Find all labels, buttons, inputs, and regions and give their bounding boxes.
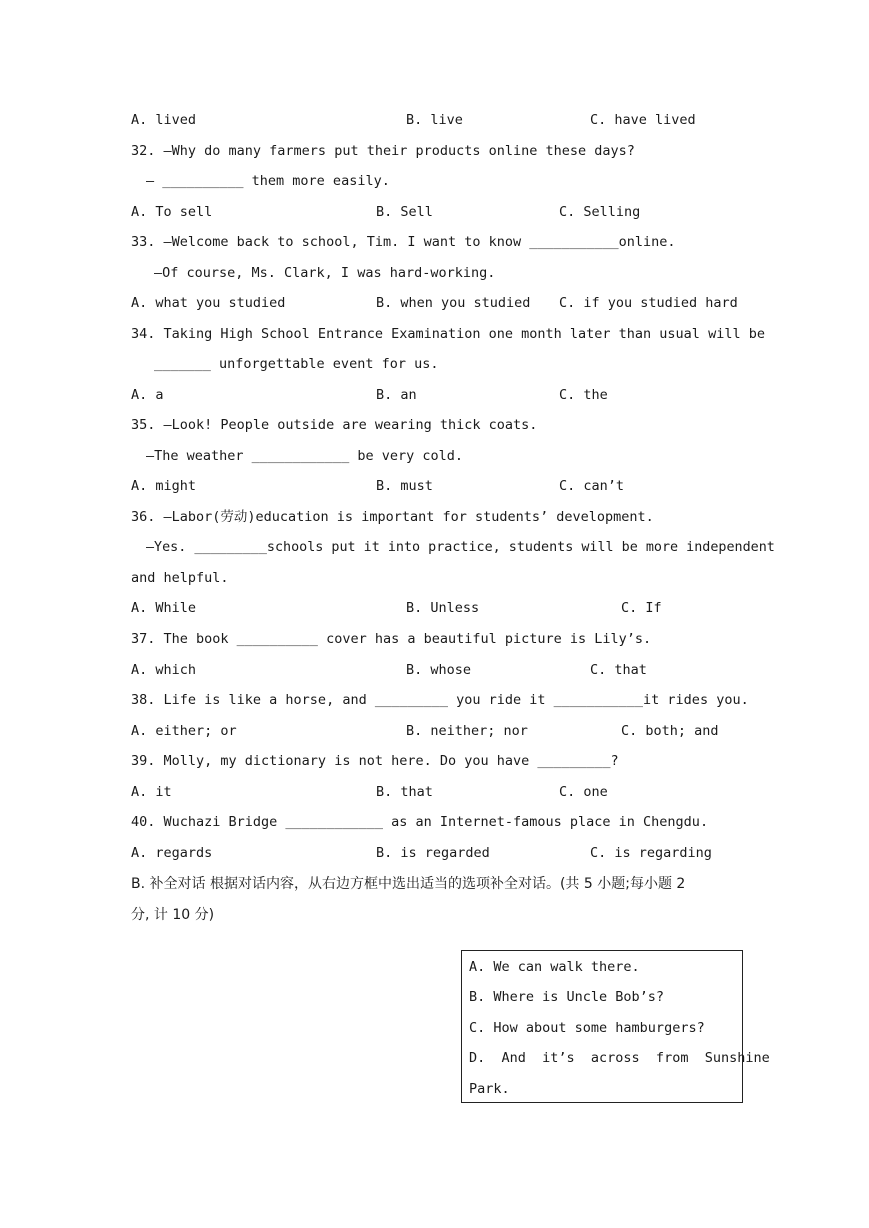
dialogue-reply: — __________ them more easily.	[146, 173, 390, 189]
question-stem: 33. —Welcome back to school, Tim. I want to know ___________online.	[131, 234, 676, 250]
box-option-d: D. And it’s across from Sunshine	[469, 1050, 770, 1066]
option-b: B. Sell	[376, 204, 433, 220]
option-c: C. that	[590, 662, 647, 678]
option-b: B. Unless	[406, 600, 480, 616]
option-b: B. is regarded	[376, 845, 490, 861]
question-stem-continued: _______ unforgettable event for us.	[154, 356, 439, 372]
box-option-c: C. How about some hamburgers?	[469, 1020, 705, 1036]
question-stem: 37. The book __________ cover has a beautiful picture is Lily’s.	[131, 631, 652, 647]
instruction-line: 分, 计 10 分)	[131, 907, 215, 923]
option-b: B. live	[406, 112, 463, 128]
option-b: B. that	[376, 784, 433, 800]
instruction-line: B. 补全对话 根据对话内容，从右边方框中选出适当的选项补全对话。(共 5 小题;每小题 2	[131, 876, 686, 892]
box-option-b: B. Where is Uncle Bob’s?	[469, 989, 665, 1005]
question-stem: 32. —Why do many farmers put their products online these days?	[131, 143, 635, 159]
option-c: C. the	[559, 387, 608, 403]
option-b: B. when you studied	[376, 295, 531, 311]
option-a: A. which	[131, 662, 197, 678]
option-c: C. one	[559, 784, 608, 800]
option-a: A. While	[131, 600, 197, 616]
option-c: C. have lived	[590, 112, 696, 128]
option-a: A. lived	[131, 112, 197, 128]
option-a: A. a	[131, 387, 164, 403]
question-stem: 34. Taking High School Entrance Examination one month later than usual will be	[131, 326, 765, 342]
dialogue-reply: —Yes. _________schools put it into practice, students will be more independent	[146, 540, 775, 555]
option-a: A. might	[131, 478, 197, 494]
option-c: C. Selling	[559, 204, 641, 220]
dialogue-reply: —The weather ____________ be very cold.	[146, 448, 463, 464]
option-box	[461, 950, 770, 1103]
option-c: C. can’t	[559, 478, 625, 494]
option-b: B. neither; nor	[406, 723, 528, 739]
option-c: C. If	[621, 600, 662, 616]
option-a: A. regards	[131, 845, 213, 861]
question-stem: 40. Wuchazi Bridge ____________ as an Internet-famous place in Chengdu.	[131, 814, 709, 830]
question-stem: 39. Molly, my dictionary is not here. Do you have _________?	[131, 753, 619, 769]
option-a: A. what you studied	[131, 295, 286, 311]
option-c: C. is regarding	[590, 845, 712, 861]
question-stem: 35. —Look! People outside are wearing thick coats.	[131, 417, 538, 433]
option-a: A. either; or	[131, 723, 237, 739]
option-b: B. whose	[406, 662, 472, 678]
option-b: B. must	[376, 478, 433, 494]
box-option-d-continued: Park.	[469, 1081, 510, 1097]
box-option-a: A. We can walk there.	[469, 959, 640, 975]
dialogue-reply: —Of course, Ms. Clark, I was hard-working.	[154, 265, 496, 281]
question-stem: 38. Life is like a horse, and _________ you ride it ___________it rides you.	[131, 692, 749, 708]
dialogue-reply-continued: and helpful.	[131, 570, 229, 586]
option-a: A. it	[131, 784, 172, 800]
option-c: C. both; and	[621, 723, 719, 739]
option-c: C. if you studied hard	[559, 295, 738, 311]
option-b: B. an	[376, 387, 417, 403]
question-stem: 36. —Labor(劳动)education is important for students’ development.	[131, 509, 654, 525]
option-a: A. To sell	[131, 204, 213, 220]
